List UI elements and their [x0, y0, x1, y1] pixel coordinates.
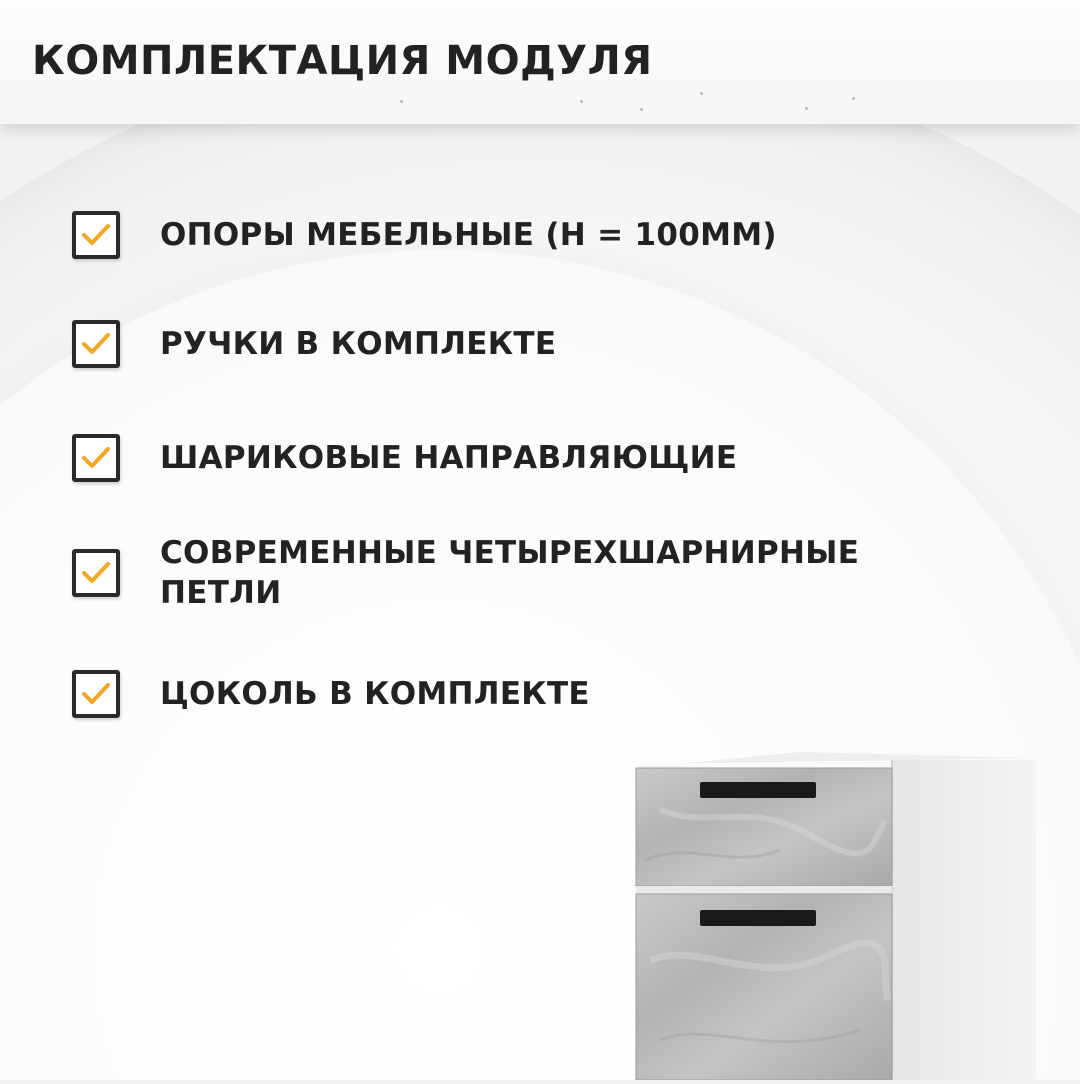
feature-label: ОПОРЫ МЕБЕЛЬНЫЕ (Н = 100ММ) [160, 217, 777, 253]
feature-label: ЦОКОЛЬ В КОМПЛЕКТЕ [160, 676, 590, 712]
feature-item [72, 670, 590, 718]
feature-label: ШАРИКОВЫЕ НАПРАВЛЯЮЩИЕ [160, 440, 738, 476]
drawer-handle [700, 782, 816, 798]
feature-label: РУЧКИ В КОМПЛЕКТЕ [160, 326, 557, 362]
texture-speck [852, 97, 855, 100]
feature-item [72, 211, 777, 259]
checkmark-icon [81, 681, 111, 707]
feature-item [72, 533, 900, 613]
checkbox [72, 549, 120, 597]
feature-item [72, 320, 556, 368]
cabinet-side [892, 760, 1036, 1080]
page-title: КОМПЛЕКТАЦИЯ МОДУЛЯ [32, 38, 653, 84]
texture-speck [640, 108, 643, 111]
texture-speck [700, 92, 703, 95]
door-handle [700, 910, 816, 926]
feature-label: СОВРЕМЕННЫЕ ЧЕТЫРЕХШАРНИРНЫЕ ПЕТЛИ [160, 535, 860, 611]
header-bar [0, 0, 1080, 124]
checkbox [72, 670, 120, 718]
checkbox [72, 320, 120, 368]
checkmark-icon [81, 445, 111, 471]
texture-speck [805, 107, 808, 110]
checkmark-icon [81, 331, 111, 357]
checkmark-icon [81, 560, 111, 586]
cabinet-illustration [600, 740, 1080, 1080]
checkmark-icon [81, 222, 111, 248]
texture-speck [400, 100, 403, 103]
cabinet-image [600, 740, 1080, 1080]
checkbox [72, 211, 120, 259]
checkbox [72, 434, 120, 482]
feature-item [72, 434, 737, 482]
texture-speck [580, 100, 583, 103]
